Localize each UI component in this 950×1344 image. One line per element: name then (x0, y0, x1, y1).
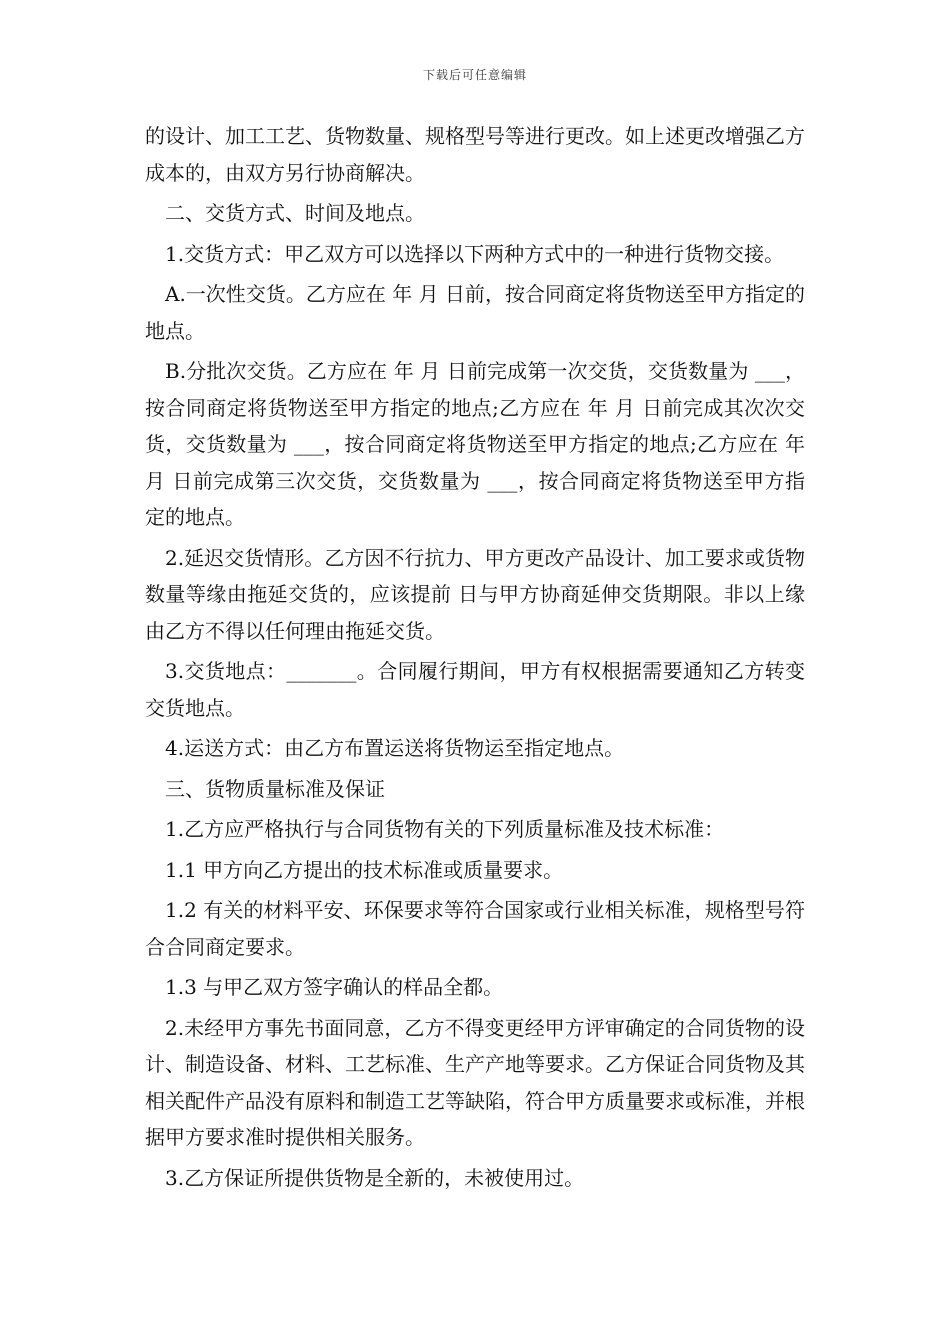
paragraph-quality-1-1: 1.1 甲方向乙方提出的技术标准或质量要求。 (165, 857, 564, 882)
paragraph-delivery-location: 3.交货地点：_______。合同履行期间，甲方有权根据需要通知乙方转变交货地点。 (145, 659, 805, 720)
page-header: 下载后可任意编辑 (422, 68, 527, 82)
paragraph-transport-method: 4.运送方式：由乙方布置运送将货物运至指定地点。 (165, 736, 625, 760)
paragraph-quality-change: 2.未经甲方事先书面同意，乙方不得变更经甲方评审确定的合同货物的设计、制造设备、材料、工艺标准、生产产地等要求。乙方保证合同货物及其相关配件产品没有原料和制造工艺等缺陷，符合甲方质量要求或标准，并根据甲方要求准时提供相关服务。 (145, 1015, 805, 1149)
paragraph-single-delivery: A.一次性交货。乙方应在 年 月 日前，按合同商定将货物送至甲方指定的地点。 (145, 282, 805, 343)
paragraph-continuation: 的设计、加工工艺、货物数量、规格型号等进行更改。如上述更改增强乙方成本的，由双方另行协商解决。 (145, 124, 805, 185)
paragraph-delay-delivery: 2.延迟交货情形。乙方因不行抗力、甲方更改产品设计、加工要求或货物数量等缘由拖延交货的，应该提前 日与甲方协商延伸交货期限。非以上缘由乙方不得以任何理由拖延交货。 (145, 545, 805, 643)
section-heading-delivery: 二、交货方式、时间及地点。 (165, 201, 425, 225)
paragraph-quality-standards: 1.乙方应严格执行与合同货物有关的下列质量标准及技术标准： (165, 817, 725, 841)
paragraph-new-goods: 3.乙方保证所提供货物是全新的，未被使用过。 (165, 1165, 585, 1190)
section-heading-quality: 三、货物质量标准及保证 (165, 776, 385, 801)
document-body (145, 118, 805, 1200)
paragraph-quality-1-3: 1.3 与甲乙双方签字确认的样品全都。 (165, 975, 504, 999)
paragraph-quality-1-2: 1.2 有关的材料平安、环保要求等符合国家或行业相关标准，规格型号符合合同商定要求。 (145, 898, 805, 959)
paragraph-delivery-method: 1.交货方式：甲乙双方可以选择以下两种方式中的一种进行货物交接。 (165, 241, 785, 266)
paragraph-batch-delivery: B.分批次交货。乙方应在 年 月 日前完成第一次交货，交货数量为 ___，按合同商定将货物送至甲方指定的地点;乙方应在 年 月 日前完成其次次交货，交货数量为 ___，按合同商定将货物送至甲方指定的地点;乙方应在 年 月 日前完成第三次交货，交货数量为 ___，按合同商定将货物送至甲方指定的地点。 (145, 359, 805, 529)
